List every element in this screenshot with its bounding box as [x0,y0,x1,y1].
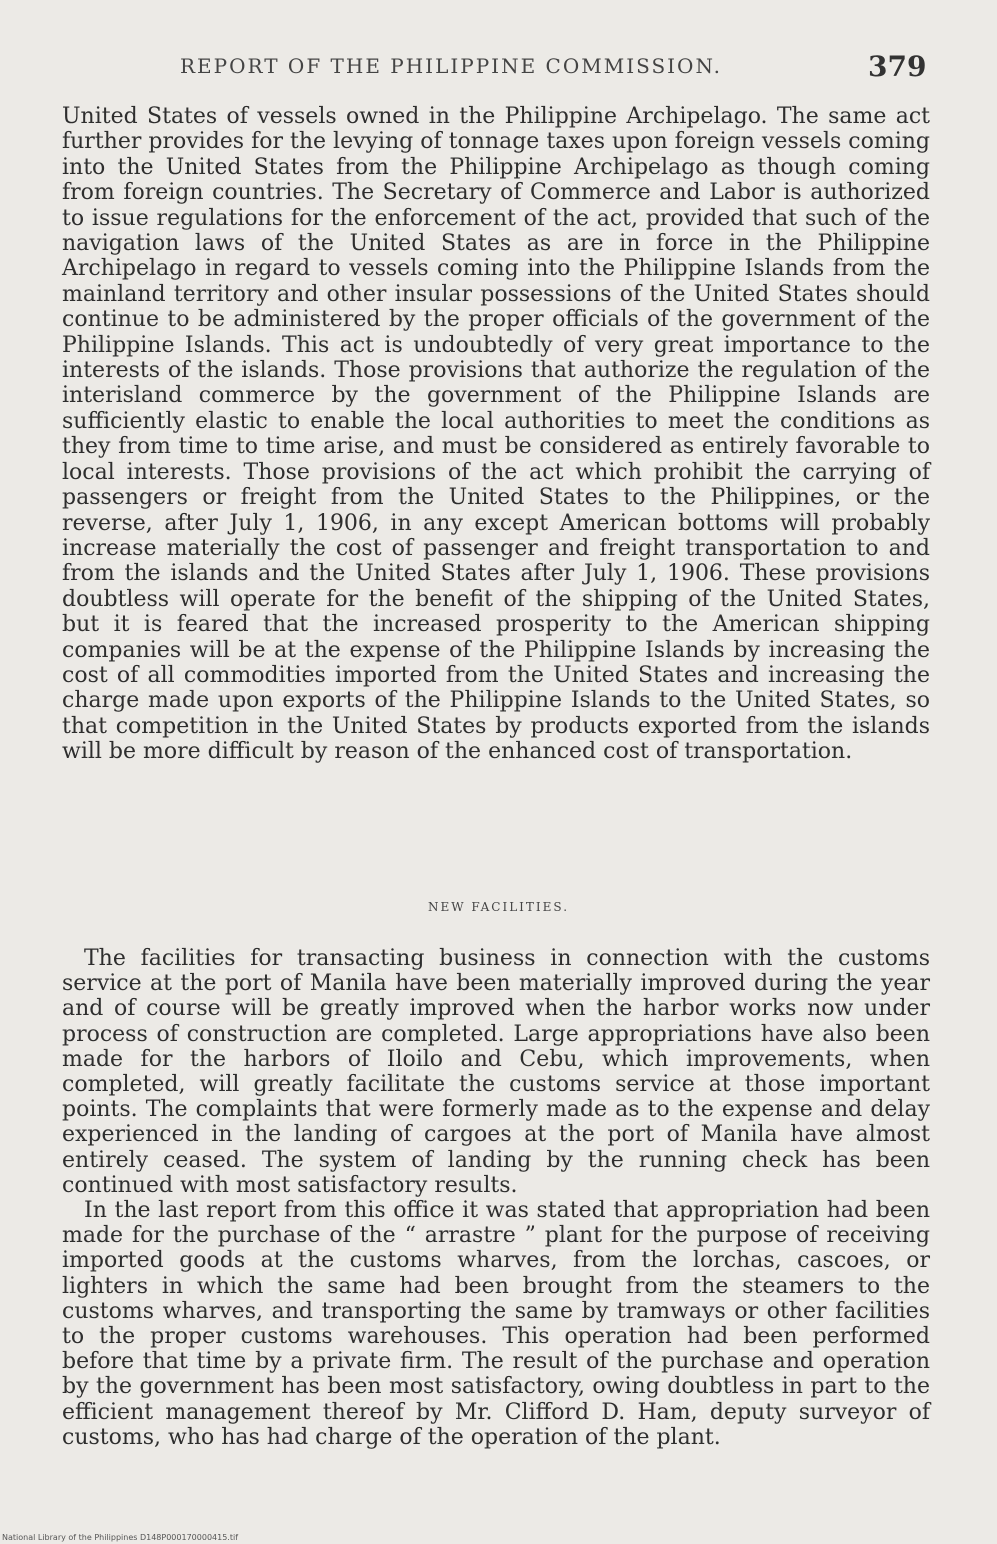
section-heading: NEW FACILITIES. [427,900,570,914]
scan-credit: National Library of the Philippines D148P000170000415.tif [2,1533,239,1542]
running-head: REPORT OF THE PHILIPPINE COMMISSION. [180,54,723,78]
paragraph-continued: United States of vessels owned in the Philippine Archipelago. The same act further provides for the levying of tonnage taxes upon foreign vessels coming into the United States from the Philippine Archipelago as though coming from foreign countries. The Secretary of Commerce and Labor is authorized to issue regulations for the enforcement of the act, provided that such of the navigation laws of the United States as are in force in the Philippine Archipelago in regard to vessels coming into the Philippine Islands from the mainland territory and other insular possessions of the United States should continue to be administered by the proper officials of the government of the Philippine Islands. This act is undoubtedly of very great importance to the interests of the islands. Those provisions that authorize the regulation of the interisland commerce by the government of the Philippine Islands are sufficiently elastic to enable the local authorities to meet the conditions as they from time to time arise, and must be considered as entirely favorable to local interests. Those provisions of the act which prohibit the carrying of passengers or freight from the United States to the Philippines, or the reverse, after July 1, 1906, in any except American bottoms will probably increase materially the cost of passenger and freight transportation to and from the islands and the United States after July 1, 1906. These provisions doubtless will operate for the benefit of the shipping of the United States, but it is feared that the increased prosperity to the American shipping companies will be at the expense of the Philippine Islands by increasing the cost of all commodities imported from the United States and increasing the charge made upon exports of the Philippine Islands to the United States, so that competition in the United States by products exported from the islands will be more difficult by reason of the enhanced cost of transportation. [62,104,930,765]
page-number: 379 [868,50,927,83]
paragraph-new-facilities: The facilities for transacting business in connection with the customs service at the port of Manila have been materially improved during the year and of course will be greatly improved when the harbor works now under process of construction are completed. Large appropriations have also been made for the harbors of Iloilo and Cebu, which improvements, when completed, will greatly facilitate the customs service at those important points. The complaints that were formerly made as to the expense and delay experienced in the landing of cargoes at the port of Manila have almost entirely ceased. The system of landing by the running check has been continued with most satisfactory results. [62,946,930,1198]
text-block-top [62,104,930,765]
text-block-bottom [62,946,930,1450]
paragraph-arrastre-plant: In the last report from this office it was stated that appropriation had been made for the purchase of the “ arrastre ” plant for the purpose of receiving imported goods at the customs wharves, from the lorchas, cascoes, or lighters in which the same had been brought from the steamers to the customs wharves, and transporting the same by tramways or other facilities to the proper customs warehouses. This operation had been performed before that time by a private firm. The result of the purchase and operation by the government has been most satisfactory, owing doubtless in part to the efficient management thereof by Mr. Clifford D. Ham, deputy surveyor of customs, who has had charge of the operation of the plant. [62,1198,930,1450]
